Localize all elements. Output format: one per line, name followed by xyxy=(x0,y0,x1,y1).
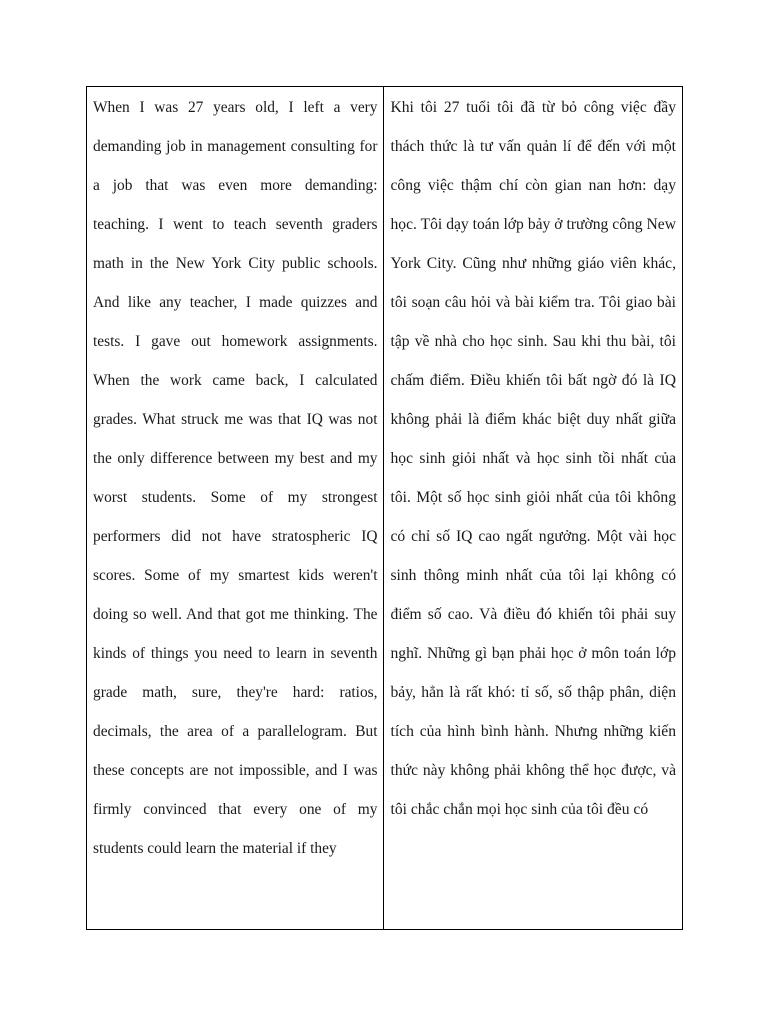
vietnamese-cell xyxy=(384,87,683,930)
english-text: When I was 27 years old, I left a very demanding job in management consulting for a job that was even more demanding: teaching. I went to teach seventh graders math in the New York City public schools. And like any teacher, I made quizzes and tests. I gave out homework assignments. When the work came back, I calculated grades. What struck me was that IQ was not the only difference between my best and my worst students. Some of my strongest performers did not have stratospheric IQ scores. Some of my smartest kids weren't doing so well. And that got me thinking. The kinds of things you need to learn in seventh grade math, sure, they're hard: ratios, decimals, the area of a parallelogram. But these concepts are not impossible, and I was firmly convinced that every one of my students could learn the material if they xyxy=(93,99,378,857)
table-row xyxy=(87,87,683,930)
bilingual-table xyxy=(86,86,683,930)
vietnamese-text: Khi tôi 27 tuổi tôi đã từ bỏ công việc đầy thách thức là tư vấn quản lí để đến với một công việc thậm chí còn gian nan hơn: dạy học. Tôi dạy toán lớp bảy ở trường công New York City. Cũng như những giáo viên khác, tôi soạn câu hỏi và bài kiểm tra. Tôi giao bài tập về nhà cho học sinh. Sau khi thu bài, tôi chấm điểm. Điều khiến tôi bất ngờ đó là IQ không phải là điểm khác biệt duy nhất giữa học sinh giỏi nhất và học sinh tồi nhất của tôi. Một số học sinh giỏi nhất của tôi không có chỉ số IQ cao ngất ngưởng. Một vài học sinh thông minh nhất của tôi lại không có điểm số cao. Và điều đó khiến tôi phải suy nghĩ. Những gì bạn phải học ở môn toán lớp bảy, hẳn là rất khó: tỉ số, số thập phân, diện tích của hình bình hành. Nhưng những kiến thức này không phải không thể học được, và tôi chắc chắn mọi học sinh của tôi đều có xyxy=(390,99,676,818)
english-cell xyxy=(87,87,384,930)
